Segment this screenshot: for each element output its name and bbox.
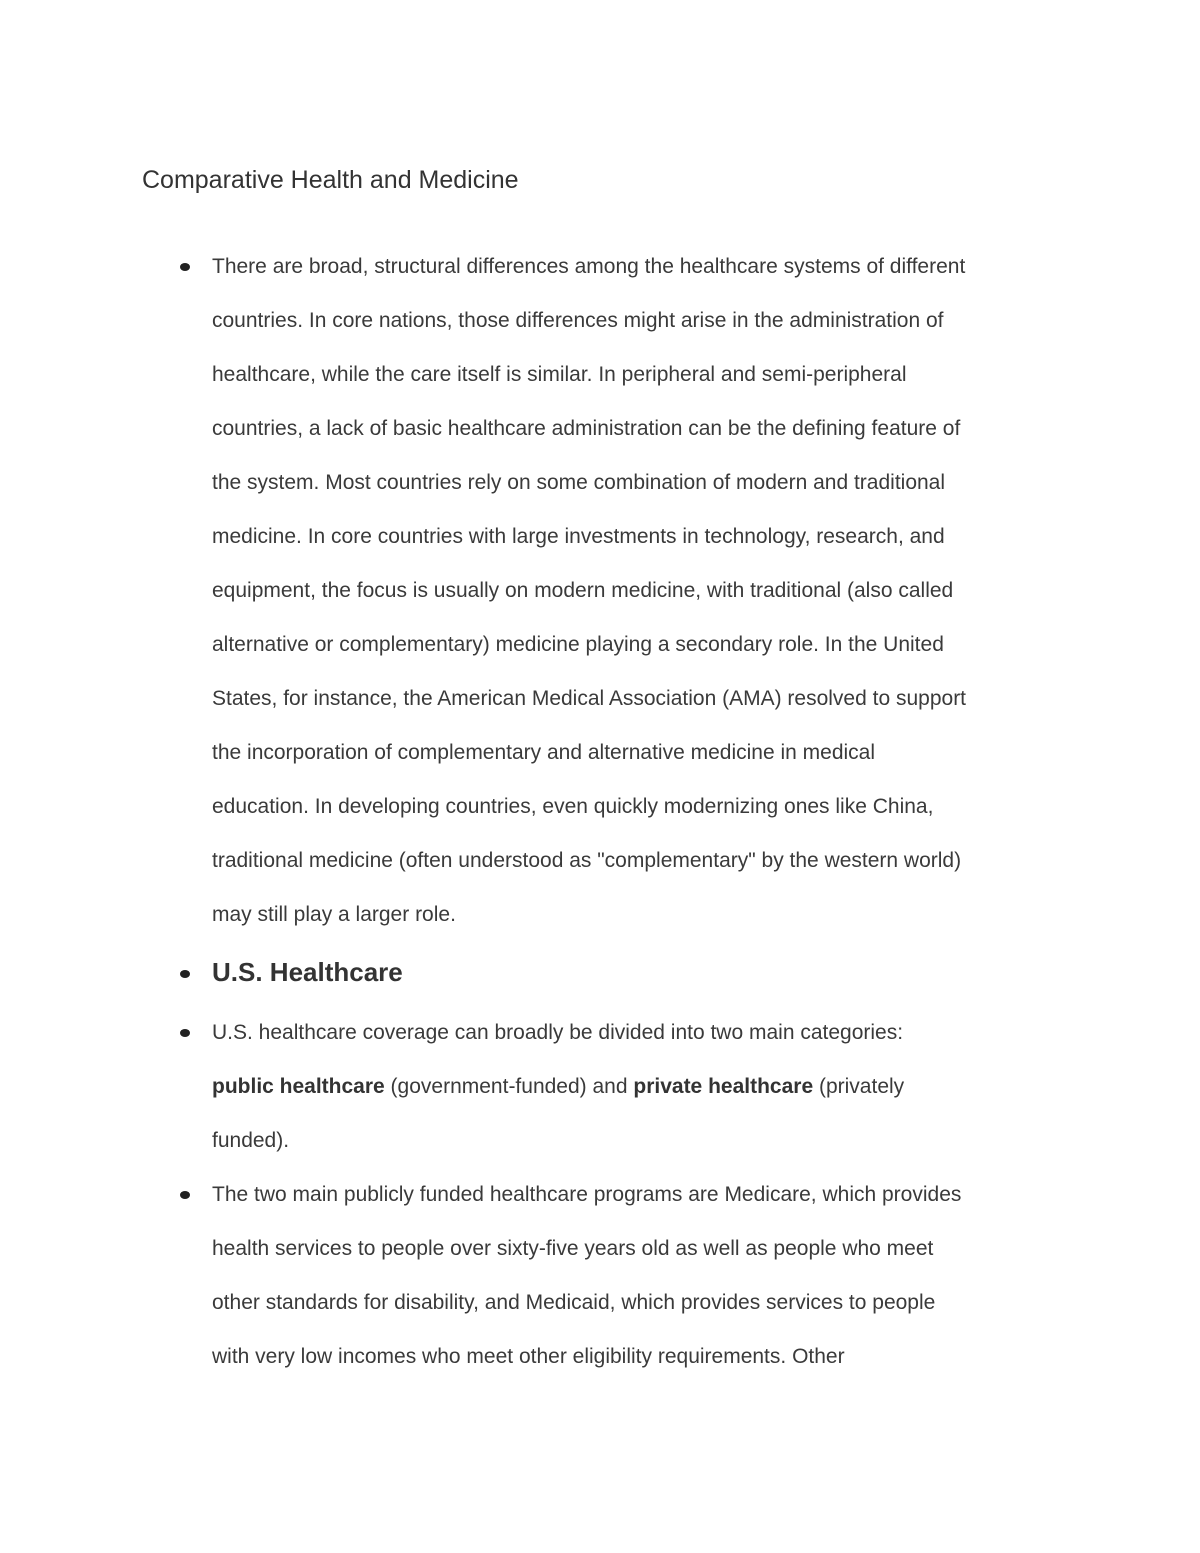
inline-text: (government-funded) and xyxy=(384,1075,634,1098)
paragraph-line: education. In developing countries, even quickly modernizing ones like China, xyxy=(212,795,934,818)
bullet-item-structural-differences xyxy=(212,240,1082,942)
paragraph-line: other standards for disability, and Medicaid, which provides services to people xyxy=(212,1291,936,1314)
paragraph-line: funded). xyxy=(212,1129,290,1152)
paragraph-line: States, for instance, the American Medical Association (AMA) resolved to support xyxy=(212,687,967,710)
paragraph-line: countries. In core nations, those differences might arise in the administration of xyxy=(212,309,944,332)
bullet-item-public-programs xyxy=(212,1168,1082,1384)
paragraph-line: traditional medicine (often understood as "complementary" by the western world) xyxy=(212,849,962,872)
private-healthcare-term: private healthcare xyxy=(633,1075,814,1098)
bullet-dot-icon xyxy=(180,970,190,978)
paragraph-line: equipment, the focus is usually on modern medicine, with traditional (also called xyxy=(212,579,954,602)
document-title: Comparative Health and Medicine xyxy=(142,166,519,194)
bullet-dot-icon xyxy=(180,263,190,271)
inline-text: (privately xyxy=(813,1075,905,1098)
paragraph-line: U.S. healthcare coverage can broadly be divided into two main categories: xyxy=(212,1021,904,1044)
paragraph-line: The two main publicly funded healthcare programs are Medicare, which provides xyxy=(212,1183,962,1206)
paragraph-line: healthcare, while the care itself is similar. In peripheral and semi-peripheral xyxy=(212,363,907,386)
section-heading: U.S. Healthcare xyxy=(212,957,403,987)
paragraph-line: with very low incomes who meet other eligibility requirements. Other xyxy=(212,1345,845,1368)
bullet-item-us-healthcare-heading xyxy=(212,945,1082,999)
paragraph-line: may still play a larger role. xyxy=(212,903,456,926)
bullet-item-coverage-categories xyxy=(212,1006,1082,1168)
paragraph-line: the incorporation of complementary and alternative medicine in medical xyxy=(212,741,876,764)
paragraph-line: alternative or complementary) medicine playing a secondary role. In the United xyxy=(212,633,944,656)
bullet-dot-icon xyxy=(180,1191,190,1199)
bullet-dot-icon xyxy=(180,1029,190,1037)
paragraph-line: the system. Most countries rely on some combination of modern and traditional xyxy=(212,471,946,494)
paragraph-line: There are broad, structural differences among the healthcare systems of different xyxy=(212,255,966,278)
paragraph-line: health services to people over sixty-five years old as well as people who meet xyxy=(212,1237,934,1260)
public-healthcare-term: public healthcare xyxy=(212,1075,385,1098)
paragraph-line: medicine. In core countries with large investments in technology, research, and xyxy=(212,525,945,548)
paragraph-line-mixed xyxy=(212,1060,1082,1114)
paragraph-line: countries, a lack of basic healthcare administration can be the defining feature of xyxy=(212,417,961,440)
